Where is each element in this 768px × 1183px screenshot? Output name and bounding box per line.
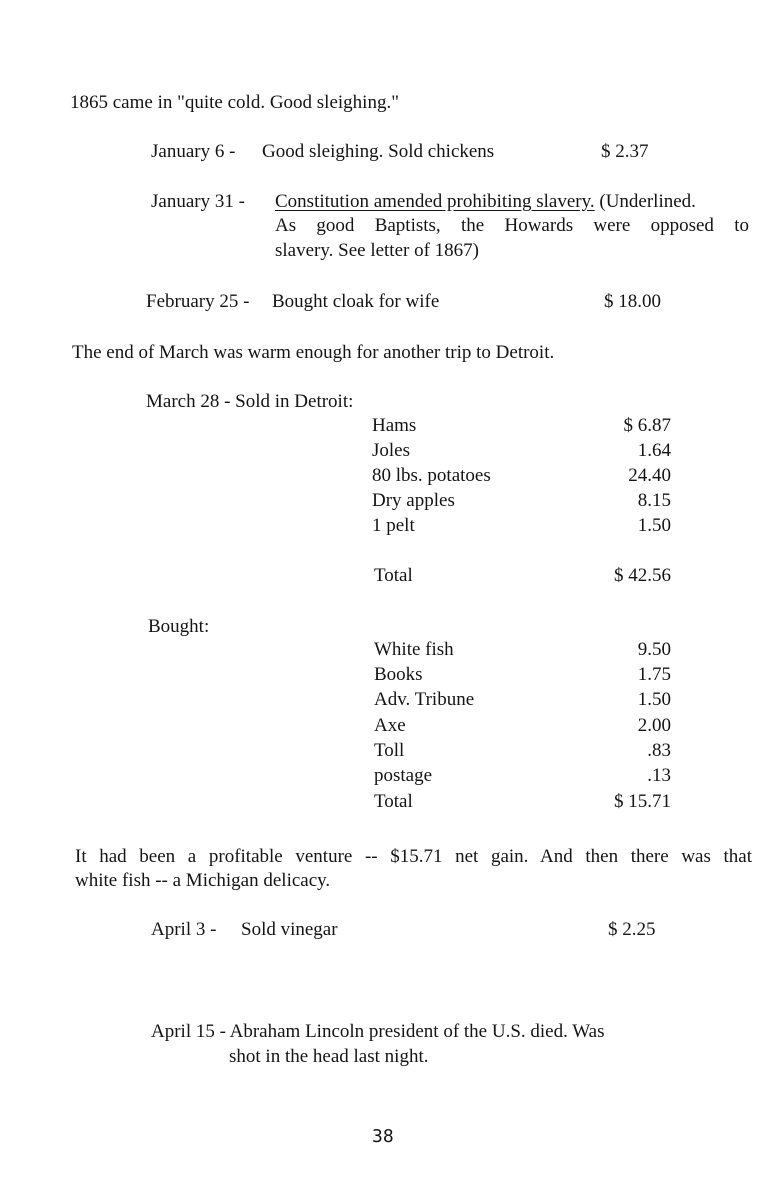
- sold-item-name: Joles: [372, 440, 410, 461]
- bought-label: Bought:: [148, 616, 210, 637]
- bought-item-name: Adv. Tribune: [374, 689, 475, 710]
- entry-jan31-underlined: Constitution amended prohibiting slavery.: [275, 191, 595, 212]
- intro-line: 1865 came in "quite cold. Good sleighing.": [70, 92, 399, 113]
- bought-item-amount: 2.00: [637, 715, 671, 736]
- bought-total-label: Total: [374, 791, 413, 812]
- entry-jan31-rest: (Underlined.: [599, 191, 696, 212]
- bought-item-name: postage: [374, 765, 433, 786]
- bought-item-amount: .13: [647, 765, 671, 786]
- entry-jan31-date: January 31 -: [151, 191, 245, 212]
- bought-item-name: Toll: [374, 740, 405, 761]
- sold-item-amount: 1.50: [637, 515, 671, 536]
- entry-jan6-date: January 6 -: [151, 141, 236, 162]
- venture-line1: It had been a profitable venture -- $15.71 net gain. And then there was that: [75, 846, 752, 867]
- sold-item-amount: 8.15: [637, 490, 671, 511]
- entry-feb25-desc: Bought cloak for wife: [272, 291, 440, 312]
- bought-item-amount: .83: [647, 740, 671, 761]
- bought-item-amount: 1.50: [637, 689, 671, 710]
- sold-item-amount: 24.40: [628, 465, 671, 486]
- sold-item-amount: $ 6.87: [623, 415, 671, 436]
- entry-apr3-date: April 3 -: [151, 919, 217, 940]
- sold-item-name: Hams: [372, 415, 417, 436]
- entry-feb25-date: February 25 -: [146, 291, 250, 312]
- sold-item-name: 1 pelt: [372, 515, 415, 536]
- entry-apr15-line1: April 15 - Abraham Lincoln president of the U.S. died. Was: [151, 1021, 605, 1042]
- entry-jan31-line2: As good Baptists, the Howards were opposed to: [275, 215, 749, 236]
- bought-item-name: Books: [374, 664, 423, 685]
- page-number: 38: [372, 1126, 394, 1147]
- sold-item-amount: 1.64: [637, 440, 671, 461]
- venture-line2: white fish -- a Michigan delicacy.: [75, 870, 331, 891]
- bought-item-amount: 1.75: [637, 664, 671, 685]
- entry-apr15-line2: shot in the head last night.: [229, 1046, 429, 1067]
- bought-item-amount: 9.50: [637, 639, 671, 660]
- entry-mar28-heading: March 28 - Sold in Detroit:: [146, 391, 354, 412]
- entry-apr3-amount: $ 2.25: [608, 919, 656, 940]
- bought-item-name: Axe: [374, 715, 406, 736]
- entry-jan6-desc: Good sleighing. Sold chickens: [262, 141, 495, 162]
- entry-feb25-amount: $ 18.00: [604, 291, 661, 312]
- sold-total-label: Total: [374, 565, 413, 586]
- entry-jan6-amount: $ 2.37: [601, 141, 649, 162]
- entry-jan31-line1: [275, 190, 696, 214]
- sold-item-name: 80 lbs. potatoes: [372, 465, 491, 486]
- entry-apr3-desc: Sold vinegar: [241, 919, 338, 940]
- sold-total-amount: $ 42.56: [614, 565, 671, 586]
- bought-total-amount: $ 15.71: [614, 791, 671, 812]
- sold-item-name: Dry apples: [372, 490, 455, 511]
- march-intro-line: The end of March was warm enough for another trip to Detroit.: [72, 342, 555, 363]
- bought-item-name: White fish: [374, 639, 454, 660]
- entry-jan31-line3: slavery. See letter of 1867): [275, 240, 479, 261]
